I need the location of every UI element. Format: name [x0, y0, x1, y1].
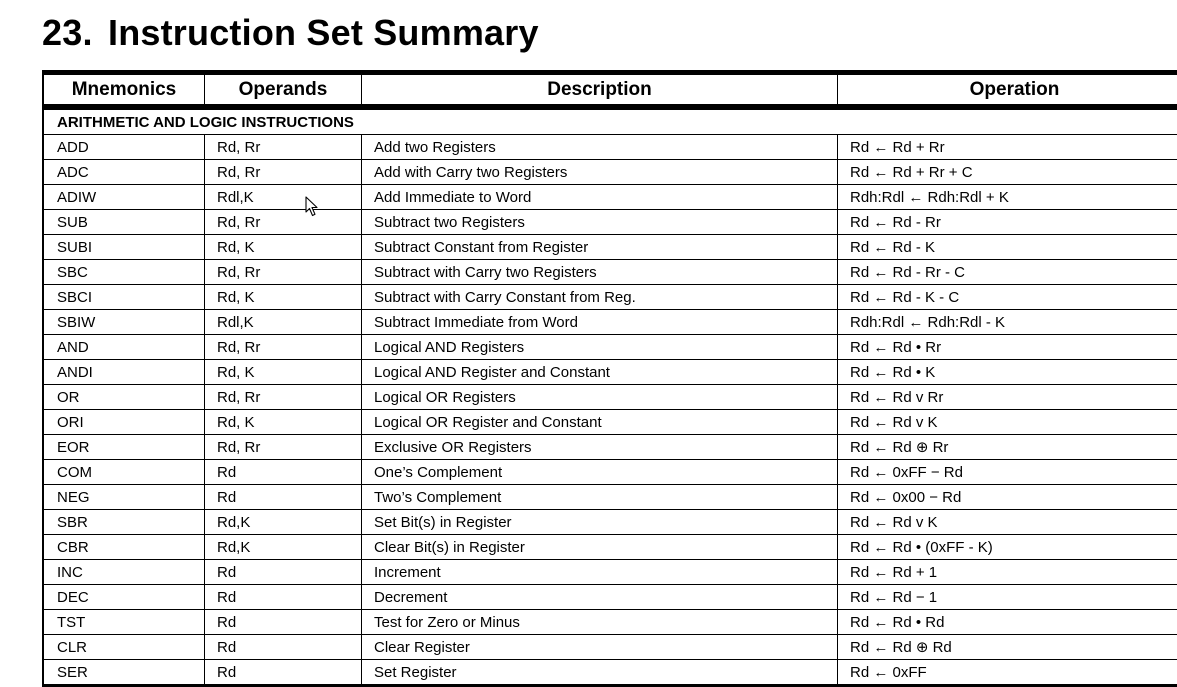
mnemonic-cell: ORI — [57, 414, 84, 431]
column-divider — [204, 235, 205, 260]
operation-cell: Rd ← Rd - Rr - C — [850, 264, 966, 281]
description-cell: Subtract Immediate from Word — [374, 314, 578, 331]
column-header-operation: Operation — [969, 79, 1060, 100]
table-row — [44, 535, 1177, 560]
column-divider — [361, 560, 362, 585]
mnemonic-cell: ADIW — [57, 189, 97, 206]
description-cell: Logical OR Register and Constant — [374, 414, 602, 431]
column-header-mnemonics: Mnemonics — [71, 79, 177, 100]
operands-cell: Rd, Rr — [217, 164, 261, 181]
column-divider — [361, 535, 362, 560]
description-cell: Clear Bit(s) in Register — [374, 539, 525, 556]
column-divider — [361, 135, 362, 160]
table-row — [44, 185, 1177, 210]
column-divider — [204, 560, 205, 585]
operation-cell: Rd ← Rd v K — [850, 514, 938, 531]
column-divider — [204, 510, 205, 535]
mnemonic-cell: CBR — [57, 539, 89, 556]
table-row — [44, 410, 1177, 435]
table-row — [44, 660, 1177, 685]
operands-cell: Rd, K — [217, 289, 255, 306]
operation-cell: Rd ← Rd • Rd — [850, 614, 945, 631]
column-divider — [204, 635, 205, 660]
column-divider — [204, 410, 205, 435]
table-row — [44, 510, 1177, 535]
column-divider — [837, 660, 838, 685]
column-divider — [361, 635, 362, 660]
operation-cell: Rdh:Rdl ← Rdh:Rdl + K — [850, 189, 1009, 206]
column-divider — [837, 310, 838, 335]
table-row — [44, 235, 1177, 260]
mnemonic-cell: SUB — [57, 214, 88, 231]
operation-cell: Rd ← Rd ⊕ Rd — [850, 639, 952, 656]
description-cell: Add with Carry two Registers — [374, 164, 568, 181]
mouse-pointer-icon — [305, 196, 319, 218]
description-cell: Clear Register — [374, 639, 470, 656]
column-divider — [361, 335, 362, 360]
operation-cell: Rd ← Rd v Rr — [850, 389, 944, 406]
operation-cell: Rd ← Rd + 1 — [850, 564, 938, 581]
column-header-description: Description — [547, 79, 652, 100]
operation-cell: Rd ← Rd - Rr — [850, 214, 941, 231]
column-divider — [837, 385, 838, 410]
column-divider — [361, 585, 362, 610]
operands-cell: Rdl,K — [217, 314, 254, 331]
table-row — [44, 260, 1177, 285]
column-divider — [837, 435, 838, 460]
column-divider — [204, 660, 205, 685]
mnemonic-cell: SBIW — [57, 314, 96, 331]
column-divider — [837, 335, 838, 360]
table-row — [44, 285, 1177, 310]
column-divider — [837, 510, 838, 535]
mnemonic-cell: SBC — [57, 264, 88, 281]
table-row — [44, 135, 1177, 160]
column-divider — [204, 285, 205, 310]
column-divider — [361, 360, 362, 385]
column-divider — [204, 310, 205, 335]
column-divider — [361, 435, 362, 460]
description-cell: Add two Registers — [374, 139, 496, 156]
column-divider — [361, 235, 362, 260]
operation-cell: Rd ← Rd - K — [850, 239, 936, 256]
column-divider — [204, 335, 205, 360]
mnemonic-cell: COM — [57, 464, 92, 481]
column-divider — [361, 510, 362, 535]
column-divider — [837, 585, 838, 610]
mnemonic-cell: INC — [57, 564, 83, 581]
mnemonic-cell: AND — [57, 339, 89, 356]
operation-cell: Rd ← Rd • Rr — [850, 339, 942, 356]
column-divider — [361, 260, 362, 285]
column-divider — [361, 185, 362, 210]
description-cell: Subtract with Carry Constant from Reg. — [374, 289, 636, 306]
operation-cell: Rd ← Rd v K — [850, 414, 938, 431]
column-divider — [204, 160, 205, 185]
operation-cell: Rd ← 0xFF — [850, 664, 927, 681]
table-body — [42, 110, 1177, 685]
column-divider — [837, 610, 838, 635]
operands-cell: Rd, K — [217, 414, 255, 431]
operands-cell: Rdl,K — [217, 189, 254, 206]
description-cell: Logical AND Registers — [374, 339, 525, 356]
mnemonic-cell: SBCI — [57, 289, 93, 306]
section-heading-row: ARITHMETIC AND LOGIC INSTRUCTIONS — [44, 110, 1177, 135]
column-divider — [361, 285, 362, 310]
column-divider — [361, 410, 362, 435]
operands-cell: Rd, Rr — [217, 264, 261, 281]
operands-cell: Rd — [217, 564, 237, 581]
table-header-row — [42, 75, 1177, 104]
column-divider — [204, 610, 205, 635]
operation-cell: Rd ← Rd − 1 — [850, 589, 938, 606]
operation-cell: Rd ← Rd + Rr + C — [850, 164, 973, 181]
column-divider — [837, 210, 838, 235]
operands-cell: Rd, Rr — [217, 139, 261, 156]
description-cell: Subtract two Registers — [374, 214, 525, 231]
column-divider — [837, 185, 838, 210]
operands-cell: Rd, K — [217, 364, 255, 381]
mnemonic-cell: EOR — [57, 439, 90, 456]
column-divider — [837, 135, 838, 160]
column-divider — [204, 485, 205, 510]
description-cell: Add Immediate to Word — [374, 189, 532, 206]
table-row — [44, 485, 1177, 510]
instruction-table — [42, 70, 1177, 687]
operands-cell: Rd — [217, 639, 237, 656]
column-divider — [361, 385, 362, 410]
operands-cell: Rd,K — [217, 539, 251, 556]
description-cell: Logical OR Registers — [374, 389, 516, 406]
column-divider — [361, 460, 362, 485]
table-row — [44, 160, 1177, 185]
column-divider — [204, 210, 205, 235]
column-divider — [204, 435, 205, 460]
table-row — [44, 610, 1177, 635]
mnemonic-cell: OR — [57, 389, 80, 406]
operation-cell: Rd ← Rd + Rr — [850, 139, 945, 156]
column-divider — [204, 460, 205, 485]
table-row — [44, 210, 1177, 235]
description-cell: Set Bit(s) in Register — [374, 514, 512, 531]
column-divider — [837, 560, 838, 585]
operands-cell: Rd,K — [217, 514, 251, 531]
description-cell: Set Register — [374, 664, 457, 681]
operands-cell: Rd, K — [217, 239, 255, 256]
table-row — [44, 360, 1177, 385]
mnemonic-cell: NEG — [57, 489, 90, 506]
section-number: 23. — [42, 12, 93, 53]
operation-cell: Rd ← Rd ⊕ Rr — [850, 439, 949, 456]
column-divider — [204, 385, 205, 410]
column-divider — [204, 135, 205, 160]
description-cell: Increment — [374, 564, 441, 581]
mnemonic-cell: SUBI — [57, 239, 93, 256]
description-cell: One’s Complement — [374, 464, 503, 481]
section-title: Instruction Set Summary — [108, 12, 539, 53]
operands-cell: Rd — [217, 664, 237, 681]
operands-cell: Rd, Rr — [217, 339, 261, 356]
description-cell: Two’s Complement — [374, 489, 502, 506]
column-divider — [837, 160, 838, 185]
column-divider — [361, 210, 362, 235]
description-cell: Subtract Constant from Register — [374, 239, 589, 256]
column-divider — [361, 160, 362, 185]
table-row — [44, 460, 1177, 485]
column-divider — [837, 635, 838, 660]
column-divider — [837, 260, 838, 285]
mnemonic-cell: ADD — [57, 139, 89, 156]
column-divider — [837, 235, 838, 260]
description-cell: Exclusive OR Registers — [374, 439, 532, 456]
mnemonic-cell: ADC — [57, 164, 89, 181]
column-divider — [204, 185, 205, 210]
column-divider — [361, 485, 362, 510]
operands-cell: Rd — [217, 614, 237, 631]
column-header-operands: Operands — [238, 79, 328, 100]
description-cell: Test for Zero or Minus — [374, 614, 520, 631]
mnemonic-cell: CLR — [57, 639, 88, 656]
operands-cell: Rd, Rr — [217, 439, 261, 456]
column-divider — [361, 660, 362, 685]
operands-cell: Rd — [217, 589, 237, 606]
mnemonic-cell: SER — [57, 664, 88, 681]
operands-cell: Rd, Rr — [217, 389, 261, 406]
page-title — [42, 12, 539, 54]
column-divider — [361, 610, 362, 635]
table-row — [44, 560, 1177, 585]
table-row — [44, 310, 1177, 335]
operation-cell: Rd ← Rd - K - C — [850, 289, 960, 306]
column-divider — [204, 535, 205, 560]
description-cell: Decrement — [374, 589, 448, 606]
operation-cell: Rd ← Rd • (0xFF - K) — [850, 539, 993, 556]
table-row — [44, 585, 1177, 610]
description-cell: Logical AND Register and Constant — [374, 364, 610, 381]
mnemonic-cell: DEC — [57, 589, 89, 606]
table-row — [44, 335, 1177, 360]
mnemonic-cell: TST — [57, 614, 86, 631]
operands-cell: Rd, Rr — [217, 214, 261, 231]
operation-cell: Rd ← 0xFF − Rd — [850, 464, 963, 481]
operands-cell: Rd — [217, 464, 237, 481]
mnemonic-cell: ANDI — [57, 364, 93, 381]
column-divider — [361, 310, 362, 335]
column-divider — [837, 360, 838, 385]
operation-cell: Rd ← Rd • K — [850, 364, 936, 381]
column-divider — [837, 535, 838, 560]
column-divider — [837, 460, 838, 485]
table-row — [44, 385, 1177, 410]
column-divider — [204, 360, 205, 385]
description-cell: Subtract with Carry two Registers — [374, 264, 597, 281]
column-divider — [837, 485, 838, 510]
column-divider — [837, 285, 838, 310]
operation-cell: Rdh:Rdl ← Rdh:Rdl - K — [850, 314, 1006, 331]
column-divider — [204, 260, 205, 285]
column-divider — [204, 585, 205, 610]
mnemonic-cell: SBR — [57, 514, 88, 531]
table-row — [44, 435, 1177, 460]
table-row — [44, 635, 1177, 660]
operation-cell: Rd ← 0x00 − Rd — [850, 489, 962, 506]
operands-cell: Rd — [217, 489, 237, 506]
column-divider — [837, 410, 838, 435]
